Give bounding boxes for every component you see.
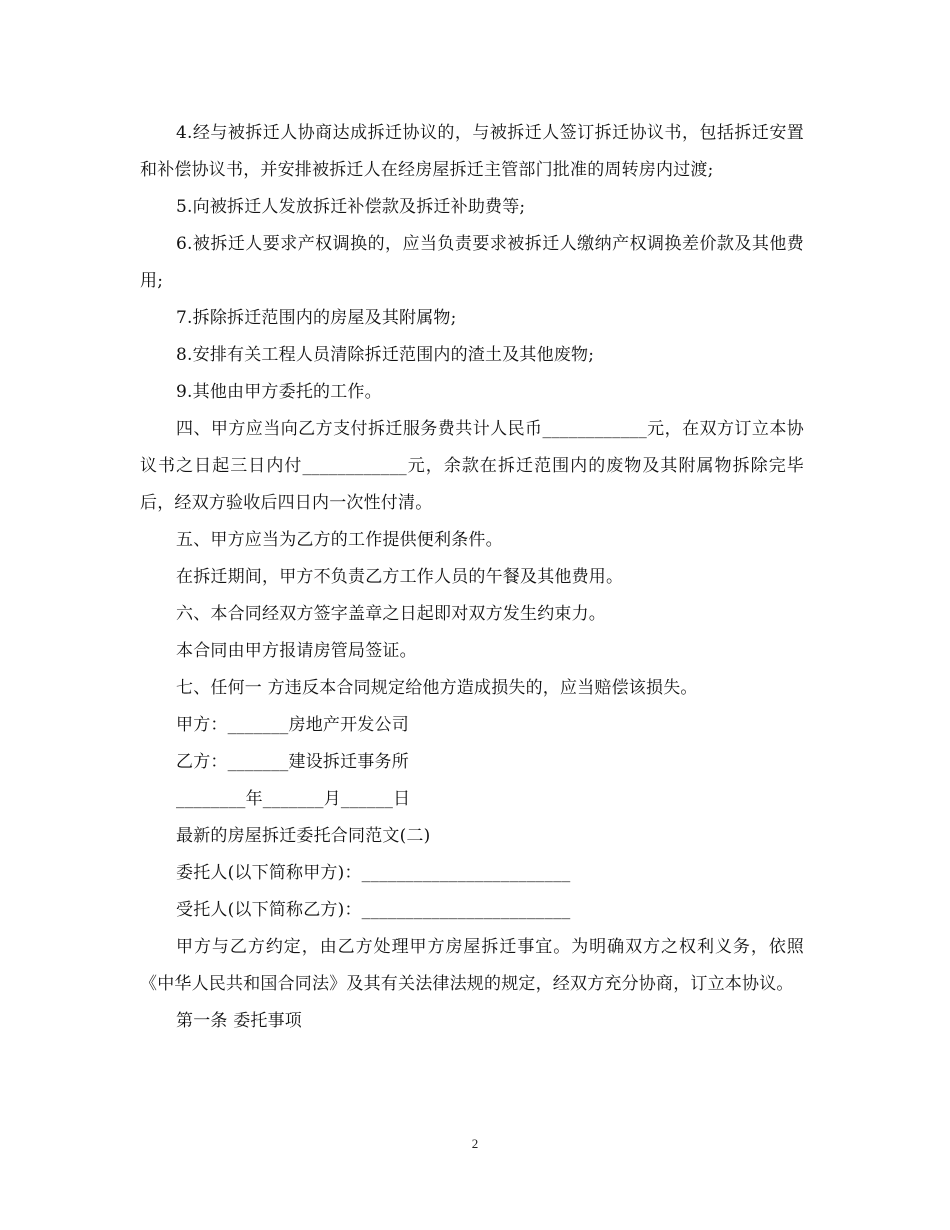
article-one-heading: 第一条 委托事项 xyxy=(176,1011,303,1031)
paragraph-item-6: 6.被拆迁人要求产权调换的，应当负责要求被拆迁人缴纳产权调换差价款及其他费用; xyxy=(140,234,804,291)
party-a-signature-line: 甲方：_______房地产开发公司 xyxy=(176,715,409,735)
party-b-signature-line: 乙方：_______建设拆迁事务所 xyxy=(176,752,409,772)
paragraph-item-7: 7.拆除拆迁范围内的房屋及其附属物; xyxy=(176,308,457,328)
page-number: 2 xyxy=(471,1136,479,1151)
paragraph-housing-bureau: 本合同由甲方报请房管局签证。 xyxy=(176,641,417,661)
paragraph-clause-seven: 七、任何一 方违反本合同规定给他方造成损失的，应当赔偿该损失。 xyxy=(176,678,698,698)
document-body xyxy=(140,115,804,1040)
agent-line: 受托人(以下简称乙方)：________________________ xyxy=(176,900,571,920)
paragraph-item-8: 8.安排有关工程人员清除拆迁范围内的渣土及其他废物; xyxy=(176,345,595,365)
principal-line: 委托人(以下简称甲方)：________________________ xyxy=(176,863,571,883)
section-title: 最新的房屋拆迁委托合同范文(二) xyxy=(176,826,431,846)
paragraph-clause-five: 五、甲方应当为乙方的工作提供便利条件。 xyxy=(176,530,503,550)
paragraph-preamble: 甲方与乙方约定，由乙方处理甲方房屋拆迁事宜。为明确双方之权利义务，依照《中华人民共和国合同法》及其有关法律法规的规定，经双方充分协商，订立本协议。 xyxy=(140,937,804,994)
paragraph-item-4: 4.经与被拆迁人协商达成拆迁协议的，与被拆迁人签订拆迁协议书，包括拆迁安置和补偿协议书，并安排被拆迁人在经房屋拆迁主管部门批准的周转房内过渡; xyxy=(140,123,804,180)
paragraph-clause-six: 六、本合同经双方签字盖章之日起即对双方发生约束力。 xyxy=(176,604,606,624)
paragraph-clause-four: 四、甲方应当向乙方支付拆迁服务费共计人民币____________元，在双方订立本协议书之日起三日内付____________元，余款在拆迁范围内的废物及其附属物拆除完毕后，经双方验收后四日内一次性付清。 xyxy=(140,419,804,513)
paragraph-item-9: 9.其他由甲方委托的工作。 xyxy=(176,382,382,402)
paragraph-item-5: 5.向被拆迁人发放拆迁补偿款及拆迁补助费等; xyxy=(176,197,526,217)
date-line: ________年_______月______日 xyxy=(176,789,411,809)
paragraph-lunch-expenses: 在拆迁期间，甲方不负责乙方工作人员的午餐及其他费用。 xyxy=(176,567,624,587)
